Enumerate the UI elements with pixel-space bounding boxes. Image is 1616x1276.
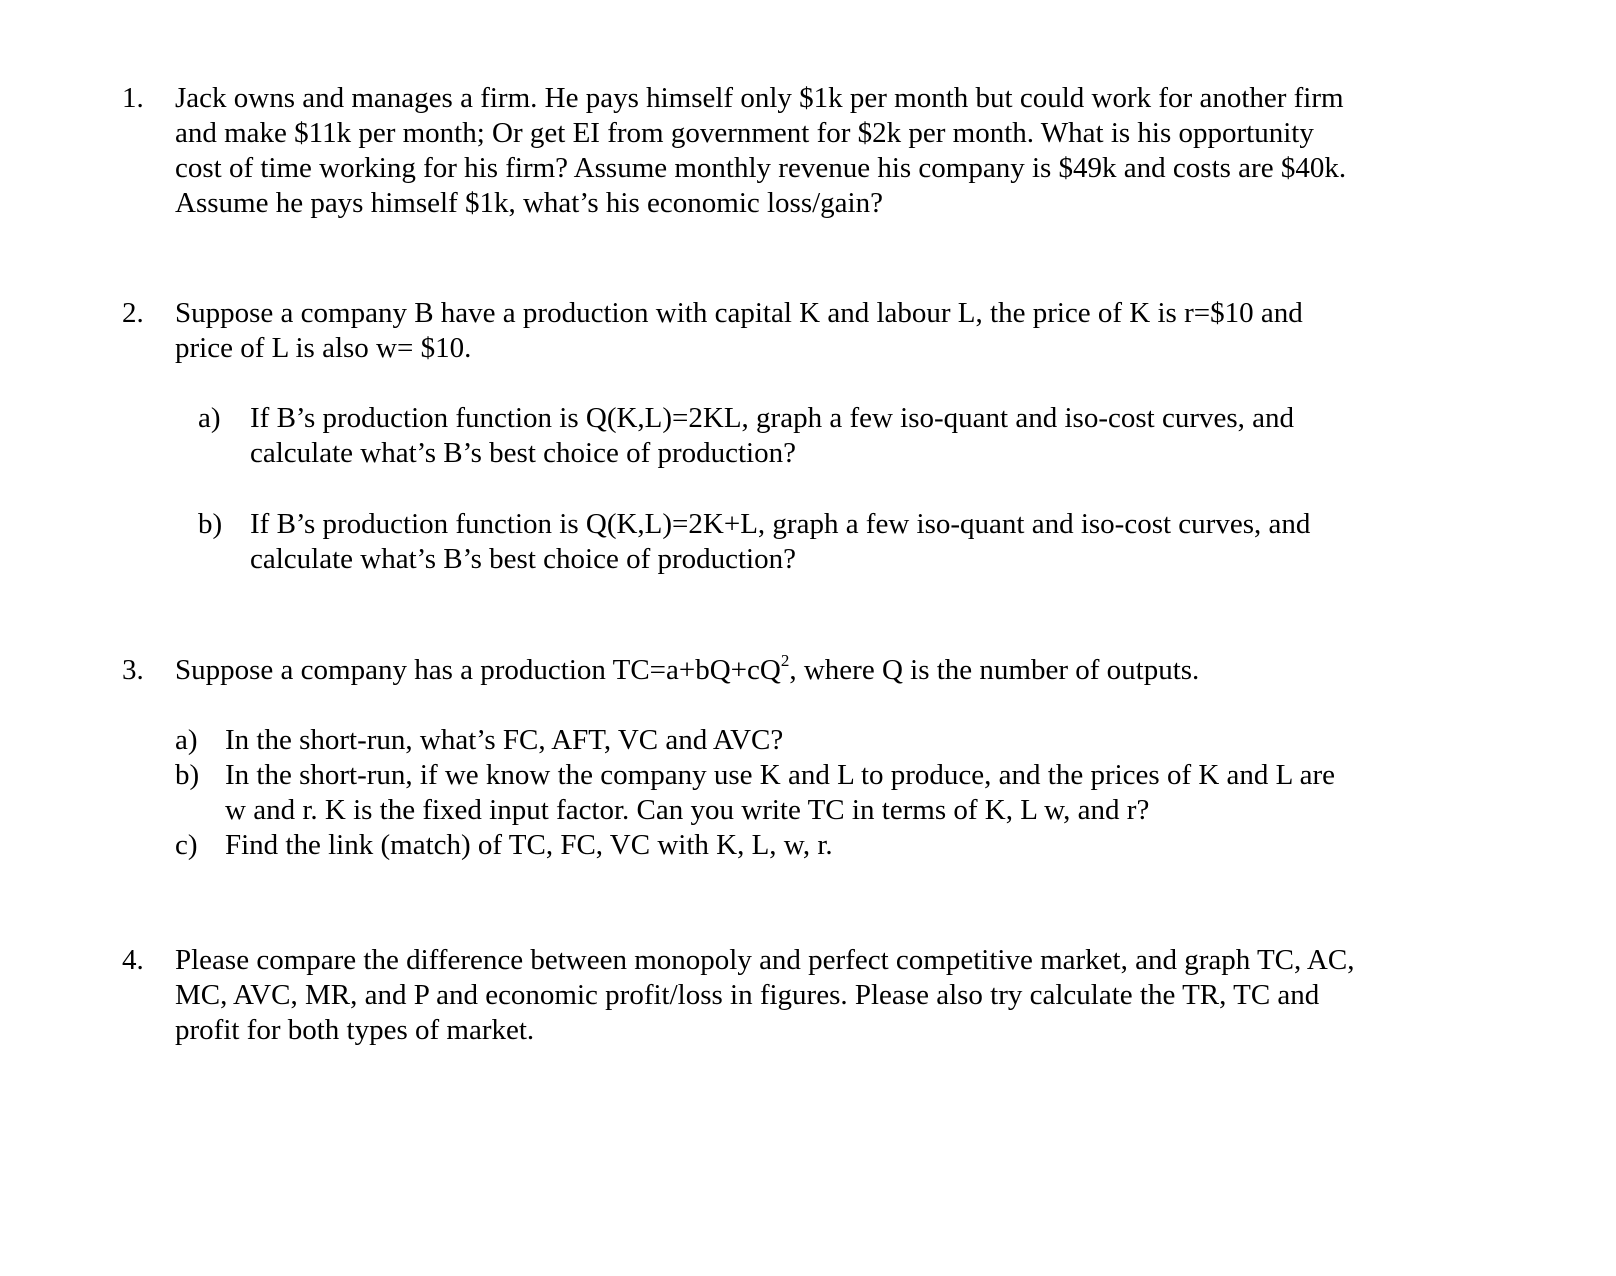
question-text (175, 81, 1475, 221)
text-line: and make $11k per month; Or get EI from government for $2k per month. What is his opportunity (175, 117, 1314, 149)
text-line: calculate what’s B’s best choice of production? (250, 437, 796, 469)
text-tail: , where Q is the number of outputs. (789, 654, 1200, 686)
question-text (175, 943, 1475, 1048)
question-number: 3. (122, 654, 144, 686)
text-line: Please compare the difference between monopoly and perfect competitive market, and graph TC, AC, (175, 944, 1355, 976)
text-line: cost of time working for his firm? Assume monthly revenue his company is $49k and costs are $40k. (175, 152, 1347, 184)
text-line: w and r. K is the fixed input factor. Can you write TC in terms of K, L w, and r? (225, 794, 1150, 826)
text-line (175, 653, 1475, 688)
text-line: Jack owns and manages a firm. He pays himself only $1k per month but could work for another firm (175, 82, 1344, 114)
text-line: price of L is also w= $10. (175, 332, 472, 364)
text-line: profit for both types of market. (175, 1014, 535, 1046)
part-text (225, 758, 1335, 828)
part-letter: b) (198, 508, 223, 540)
part-letter: b) (175, 759, 200, 791)
question-number: 2. (122, 297, 144, 329)
part-text (250, 401, 1294, 471)
text-line: If B’s production function is Q(K,L)=2K+L, graph a few iso-quant and iso-cost curves, and (250, 508, 1311, 540)
part-text (250, 507, 1310, 577)
part-text (225, 828, 833, 863)
part-letter: a) (198, 402, 221, 434)
text-line: Suppose a company B have a production with capital K and labour L, the price of K is r=$10 and (175, 297, 1303, 329)
formula-text: Suppose a company has a production TC=a+bQ+cQ (175, 654, 781, 686)
exponent: 2 (780, 651, 790, 671)
part-letter: c) (175, 829, 198, 861)
text-line: Find the link (match) of TC, FC, VC with K, L, w, r. (225, 829, 833, 861)
question-text (175, 653, 1475, 688)
text-line: calculate what’s B’s best choice of production? (250, 543, 796, 575)
question-number: 1. (122, 82, 144, 114)
question-text (175, 296, 1475, 366)
question-number: 4. (122, 944, 144, 976)
text-line: Assume he pays himself $1k, what’s his economic loss/gain? (175, 187, 883, 219)
text-line: MC, AVC, MR, and P and economic profit/loss in figures. Please also try calculate the TR, TC and (175, 979, 1320, 1011)
text-line: If B’s production function is Q(K,L)=2KL, graph a few iso-quant and iso-cost curves, and (250, 402, 1294, 434)
part-text (225, 723, 783, 758)
text-line: In the short-run, if we know the company use K and L to produce, and the prices of K and L are (225, 759, 1335, 791)
part-letter: a) (175, 724, 198, 756)
text-line: In the short-run, what’s FC, AFT, VC and AVC? (225, 724, 784, 756)
